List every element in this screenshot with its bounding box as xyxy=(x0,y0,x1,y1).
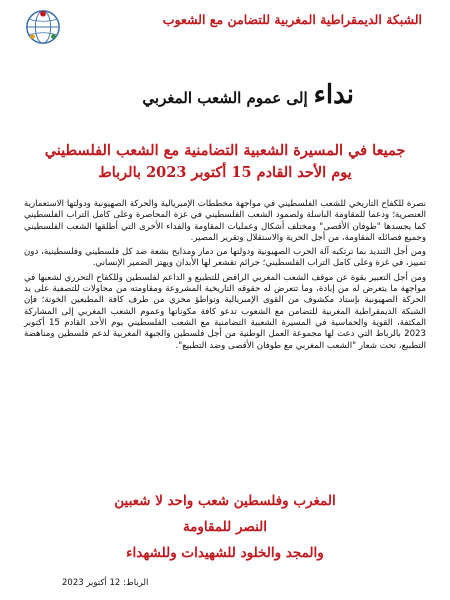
slogan-2: النصر للمقاومة xyxy=(182,519,268,535)
signature-date: الرباط: 12 أكتوبر 2023 xyxy=(62,578,149,588)
slogan-1: المغرب وفلسطين شعب واحد لا شعبين xyxy=(114,493,336,509)
appeal-word: نداء xyxy=(313,80,354,110)
paragraph-2: ومن أجل التنديد بما ترتكبه آلة الحرب الصهيونية ودولتها من دمار ومذابح بشعة ضد كل فلسطيني وفلسطينية، دون تمييز، في غزة وعلى كامل التراب الفلسطيني؛ جرائم تقشعر لها الأبدان ويهتز الضمير الإنساني. xyxy=(24,247,426,269)
paragraph-3: ومن أجل التعبير بقوة عن موقف الشعب المغربي الرافض للتطبيع و الداعم لفلسطين وللكفاح التحرري لشعبها في مواجهة ما يتعرض له من إبادة، وما تتعرض له حقوقه التاريخية المشروعة ومقاومته من محاولات للتصفية على يد الحركة الصهيونية بإسناد مكشوف من القوى الإمبريالية وتواطؤ مخزي من طرف كافة المطبعين الخونة؛ فإن الشبكة الديمقراطية المغربية للتضامن مع الشعوب تدعو كافة مكوناتها وعموم الشعب المغربي إلى المشاركة المكثفة، القوية والحماسية في المسيرة الشعبية التضامنية مع الشعب الفلسطيني يوم الأحد القادم 15 أكتوبر 2023 بالرباط التي دعت لها مجموعة العمل الوطنية من أجل فلسطين والجبهة المغربية لدعم فلسطين ومناهضة التطبيع، تحت شعار "الشعب المغربي مع طوفان الأقصى وضد التطبيع". xyxy=(24,272,426,351)
letterhead xyxy=(18,8,430,48)
appeal-subtitle: إلى عموم الشعب المغربي xyxy=(142,89,308,107)
headline-line-2: يوم الأحد القادم 15 أكتوبر 2023 بالرباط xyxy=(98,164,352,181)
headline-line-1: جميعا في المسيرة الشعبية التضامنية مع الشعب الفلسطيني xyxy=(44,142,406,159)
paragraph-1: نصرة للكفاح التاريخي للشعب الفلسطيني في مواجهة مخططات الإمبريالية والحركة الصهيونية ودولتها الاستعمارية العنصرية؛ ودعما للمقاومة الباسلة ولصمود الشعب الفلسطيني في غزة المحاصرة وعلى كامل التراب الفلسطيني كما يجسدها "طوفان الأقصى" ومختلف أشكال وعمليات المقاومة والفداء الأخرى التي أطلقها الشعب الفلسطيني وجميع فصائله المقاومة، من أجل الحرية والاستقلال وتقرير المصير. xyxy=(24,199,426,243)
globe-emblem-icon xyxy=(24,8,62,46)
organization-name: الشبكة الديمقراطية المغربية للتضامن مع الشعوب xyxy=(162,12,422,27)
body-text xyxy=(24,199,426,355)
appeal-heading xyxy=(142,80,354,110)
slogan-3: والمجد والخلود للشهيدات وللشهداء xyxy=(126,545,324,561)
slogans xyxy=(20,488,430,566)
headline xyxy=(12,140,438,184)
